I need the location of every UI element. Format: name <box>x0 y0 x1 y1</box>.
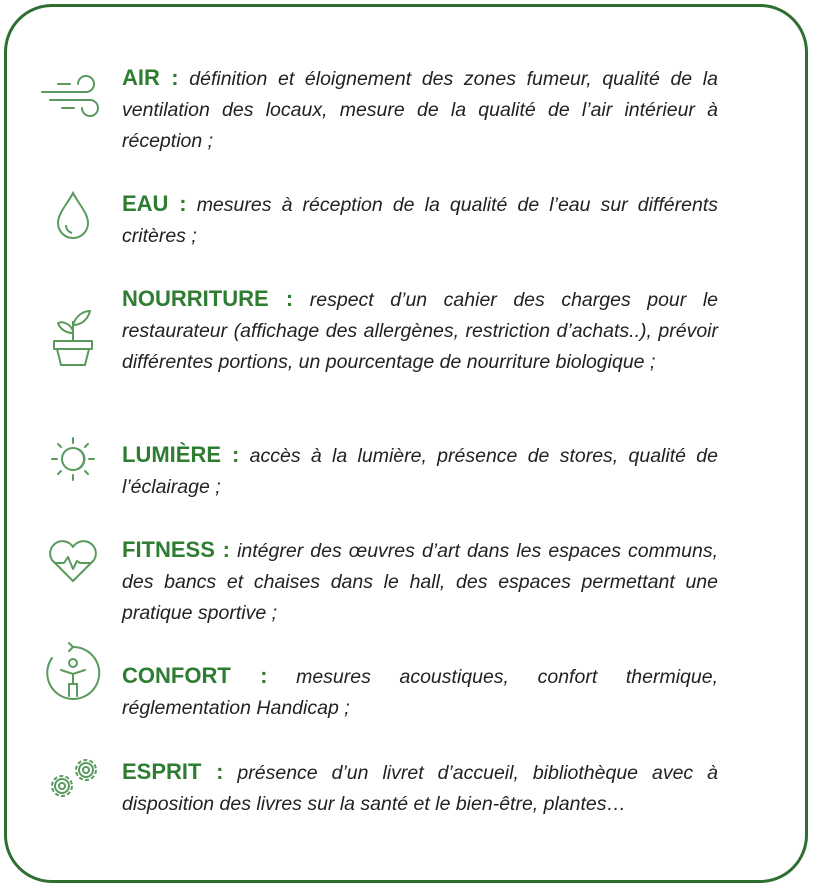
wind-icon <box>40 62 106 128</box>
item-description: accès à la lumière, présence de stores, qualité de l’éclairage ; <box>122 445 718 498</box>
item-text <box>122 188 718 252</box>
item-description: respect d’un cahier des charges pour le restaurateur (affichage des allergènes, restriction d’achats..), prévoir différentes portions, un pourcentage de nourriture biologique ; <box>122 289 718 373</box>
item-description: mesures acoustiques, confort thermique, réglementation Handicap ; <box>122 666 719 719</box>
gears-icon <box>40 746 106 812</box>
item-label: LUMIÈRE : <box>122 442 240 467</box>
item-label: EAU : <box>122 191 187 216</box>
sun-moon-icon <box>40 429 106 495</box>
heart-pulse-icon <box>40 527 106 593</box>
item-text <box>122 756 718 820</box>
item-text <box>122 62 718 157</box>
item-label: CONFORT : <box>122 663 268 688</box>
item-label: ESPRIT : <box>122 759 224 784</box>
item-description: mesures à réception de la qualité de l’eau sur différents critères ; <box>122 194 718 247</box>
item-label: FITNESS : <box>122 537 230 562</box>
item-text <box>122 660 718 724</box>
item-description: intégrer des œuvres d’art dans les espaces communs, des bancs et chaises dans le hall, des espaces permettant une pratique sportive ; <box>122 540 718 624</box>
item-text <box>122 534 718 629</box>
item-label: AIR : <box>122 65 179 90</box>
item-text <box>122 283 718 378</box>
item-label: NOURRITURE : <box>122 286 294 311</box>
water-drop-icon <box>40 183 106 249</box>
item-text <box>122 439 718 503</box>
item-description: présence d’un livret d’accueil, bibliothèque avec à disposition des livres sur la santé et le bien-être, plantes… <box>122 762 718 815</box>
item-description: définition et éloignement des zones fumeur, qualité de la ventilation des locaux, mesure de la qualité de l’air intérieur à réception ; <box>122 68 718 152</box>
plant-pot-icon <box>40 305 106 371</box>
person-circle-icon <box>40 640 106 706</box>
